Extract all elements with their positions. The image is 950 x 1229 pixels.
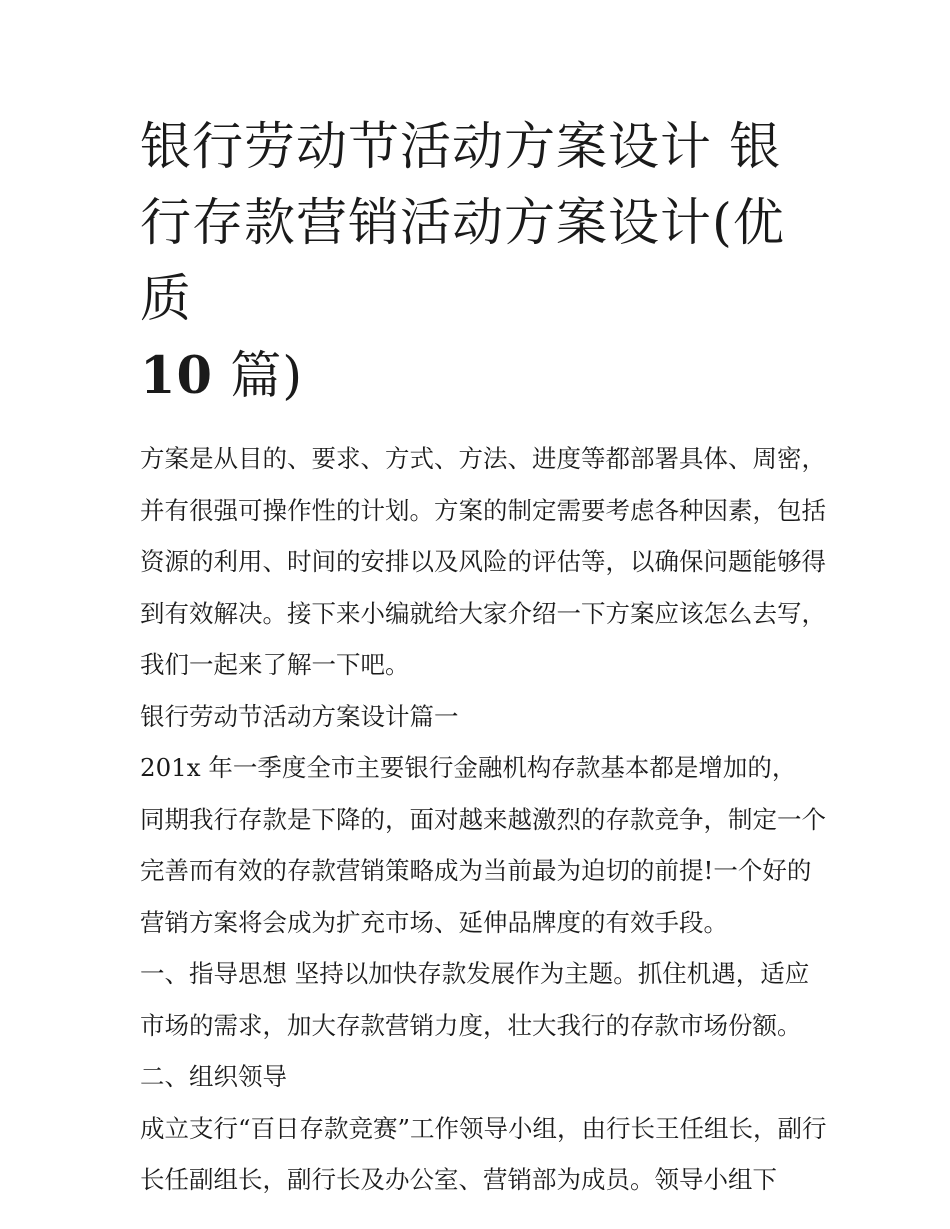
title-number: 10	[140, 346, 213, 406]
intro-paragraph: 方案是从目的、要求、方式、方法、进度等都部署具体、周密，并有很强可操作性的计划。方案的制定需要考虑各种因素，包括资源的利用、时间的安排以及风险的评估等，以确保问题能够得到有效解决。接下来小编就给大家介绍一下方案应该怎么去写，我们一起来了解一下吧。	[140, 444, 826, 679]
paragraph-1-line-1: 201x 年一季度全市主要银行金融机构存款基本都是增加的，	[140, 753, 797, 782]
title-tail: 篇)	[230, 347, 304, 406]
paragraph-1-rest: 同期我行存款是下降的，面对越来越激烈的存款竞争，制定一个完善而有效的存款营销策略成为当前最为迫切的前提!一个好的营销方案将会成为扩充市场、延伸品牌度的有效手段。	[140, 804, 826, 937]
document-page	[140, 110, 830, 1206]
document-title	[140, 110, 830, 415]
title-text: 银行劳动节活动方案设计 银行存款营销活动方案设计(优质	[140, 118, 785, 329]
paragraph-3: 成立支行“百日存款竞赛”工作领导小组，由行长王任组长，副行长任副组长，副行长及办公室、营销部为成员。领导小组下	[140, 1113, 827, 1194]
paragraph-2: 一、指导思想 坚持以加快存款发展作为主题。抓住机遇，适应市场的需求，加大存款营销力度，壮大我行的存款市场份额。 二、组织领导	[140, 959, 810, 1091]
section-heading: 银行劳动节活动方案设计篇一	[140, 701, 459, 731]
